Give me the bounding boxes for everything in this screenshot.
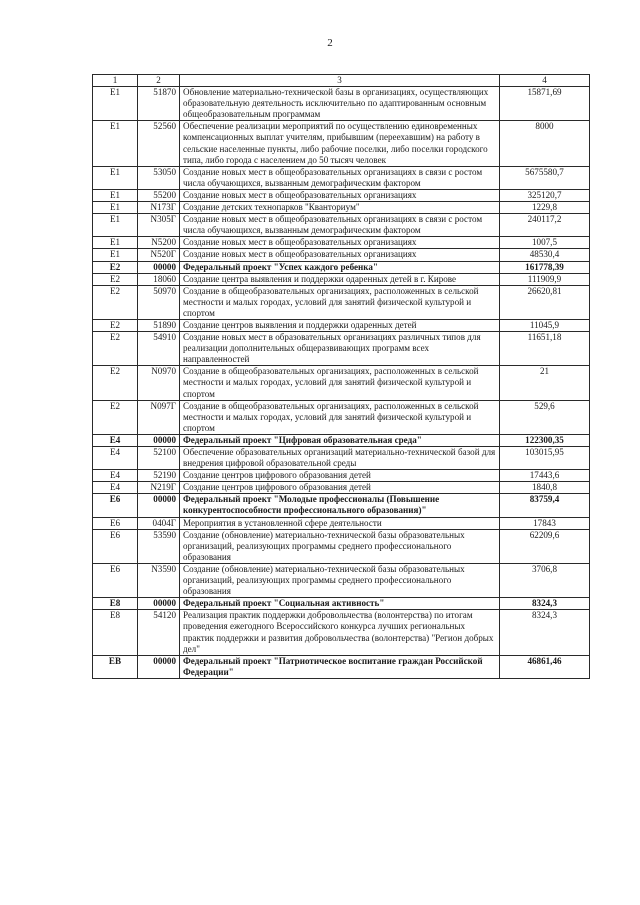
row-code-cell: E2: [93, 285, 138, 319]
row-description-cell: Создание новых мест в образовательных организациях различных типов для реализации дополнительных общеразвивающих программ всех направленностей: [180, 332, 500, 366]
row-amount-cell: 11651,18: [500, 332, 590, 366]
row-subcode-cell: N305Г: [138, 214, 180, 237]
row-amount-cell: 1007,5: [500, 237, 590, 249]
row-amount-cell: 529,6: [500, 400, 590, 434]
row-subcode-cell: 53590: [138, 529, 180, 563]
row-subcode-cell: N520Г: [138, 249, 180, 261]
row-description-cell: Создание в общеобразовательных организациях, расположенных в сельской местности и малых городах, условий для занятий физической культурой и спортом: [180, 285, 500, 319]
row-code-cell: E1: [93, 189, 138, 201]
row-code-cell: E4: [93, 434, 138, 446]
table-row: [93, 610, 590, 655]
row-description-cell: Создание в общеобразовательных организациях, расположенных в сельской местности и малых городах, условий для занятий физической культурой и спортом: [180, 366, 500, 400]
row-code-cell: E1: [93, 249, 138, 261]
row-amount-cell: 48530,4: [500, 249, 590, 261]
table-row: [93, 447, 590, 470]
row-code-cell: E1: [93, 202, 138, 214]
page-number: 2: [327, 37, 333, 49]
row-subcode-cell: 00000: [138, 434, 180, 446]
row-description-cell: Обновление материально-технической базы в организациях, осуществляющих образовательную деятельность исключительно по адаптированным основным общеобразовательным программам: [180, 87, 500, 121]
row-description-cell: Создание новых мест в общеобразовательных организациях: [180, 189, 500, 201]
row-code-cell: E1: [93, 87, 138, 121]
row-amount-cell: 83759,4: [500, 494, 590, 517]
row-subcode-cell: 53050: [138, 166, 180, 189]
row-subcode-cell: 00000: [138, 261, 180, 273]
row-amount-cell: 8000: [500, 121, 590, 166]
row-subcode-cell: 55200: [138, 189, 180, 201]
table-row: [93, 121, 590, 166]
budget-table: [92, 74, 590, 679]
table-body: [93, 75, 590, 679]
table-row: [93, 470, 590, 482]
row-description-cell: Федеральный проект "Молодые профессионалы (Повышение конкурентоспособности профессионального образования)": [180, 494, 500, 517]
row-description-cell: Создание (обновление) материально-технической базы образовательных организаций, реализующих программы среднего профессионального образования: [180, 529, 500, 563]
row-amount-cell: 161778,39: [500, 261, 590, 273]
row-amount-cell: 5675580,7: [500, 166, 590, 189]
row-description-cell: Обеспечение образовательных организаций материально-технической базой для внедрения цифровой образовательной среды: [180, 447, 500, 470]
row-code-cell: E8: [93, 598, 138, 610]
row-amount-cell: 26620,81: [500, 285, 590, 319]
row-subcode-cell: 0404Г: [138, 517, 180, 529]
row-description-cell: Создание в общеобразовательных организациях, расположенных в сельской местности и малых городах, условий для занятий физической культурой и спортом: [180, 400, 500, 434]
row-code-cell: E1: [93, 166, 138, 189]
row-code-cell: E6: [93, 494, 138, 517]
row-amount-cell: 17443,6: [500, 470, 590, 482]
row-description-cell: Создание центров цифрового образования детей: [180, 482, 500, 494]
row-subcode-cell: N097Г: [138, 400, 180, 434]
row-subcode-cell: 50970: [138, 285, 180, 319]
row-subcode-cell: N173Г: [138, 202, 180, 214]
table-header-row: [93, 75, 590, 87]
row-subcode-cell: 00000: [138, 598, 180, 610]
row-amount-cell: 15871,69: [500, 87, 590, 121]
table-row: [93, 214, 590, 237]
header-cell-2: 2: [138, 75, 180, 87]
row-subcode-cell: 52190: [138, 470, 180, 482]
row-amount-cell: 8324,3: [500, 610, 590, 655]
row-subcode-cell: 00000: [138, 655, 180, 678]
row-amount-cell: 17843: [500, 517, 590, 529]
table-row: [93, 400, 590, 434]
row-code-cell: E2: [93, 261, 138, 273]
row-subcode-cell: N0970: [138, 366, 180, 400]
table-row: [93, 249, 590, 261]
table-row: [93, 529, 590, 563]
row-subcode-cell: 52100: [138, 447, 180, 470]
row-code-cell: E4: [93, 482, 138, 494]
row-description-cell: Создание новых мест в общеобразовательных организациях: [180, 249, 500, 261]
row-code-cell: EB: [93, 655, 138, 678]
row-subcode-cell: 54910: [138, 332, 180, 366]
row-description-cell: Мероприятия в установленной сфере деятельности: [180, 517, 500, 529]
row-description-cell: Создание новых мест в общеобразовательных организациях в связи с ростом числа обучающихся, вызванным демографическим фактором: [180, 166, 500, 189]
row-amount-cell: 46861,46: [500, 655, 590, 678]
row-code-cell: E4: [93, 447, 138, 470]
row-code-cell: E2: [93, 400, 138, 434]
table-row: [93, 655, 590, 678]
row-code-cell: E6: [93, 529, 138, 563]
row-subcode-cell: 54120: [138, 610, 180, 655]
row-code-cell: E4: [93, 470, 138, 482]
row-subcode-cell: 00000: [138, 494, 180, 517]
row-code-cell: E2: [93, 319, 138, 331]
table-row: [93, 563, 590, 597]
row-code-cell: E1: [93, 121, 138, 166]
row-code-cell: E1: [93, 237, 138, 249]
row-description-cell: Создание детских технопарков "Кванториум": [180, 202, 500, 214]
row-subcode-cell: 18060: [138, 273, 180, 285]
row-description-cell: Создание новых мест в общеобразовательных организациях в связи с ростом числа обучающихся, вызванным демографическим фактором: [180, 214, 500, 237]
row-code-cell: E6: [93, 563, 138, 597]
table-row: [93, 87, 590, 121]
row-subcode-cell: N219Г: [138, 482, 180, 494]
table-row: [93, 202, 590, 214]
header-cell-1: 1: [93, 75, 138, 87]
row-subcode-cell: 51890: [138, 319, 180, 331]
row-description-cell: Обеспечение реализации мероприятий по осуществлению единовременных компенсационных выплат учителям, прибывшим (переехавшим) на работу в сельские населенные пункты, либо рабочие поселки, либо поселки городского типа, либо города с населением до 50 тысяч человек: [180, 121, 500, 166]
row-amount-cell: 111909,9: [500, 273, 590, 285]
row-amount-cell: 3706,8: [500, 563, 590, 597]
row-code-cell: E1: [93, 214, 138, 237]
table-row: [93, 189, 590, 201]
row-description-cell: Федеральный проект "Патриотическое воспитание граждан Российской Федерации": [180, 655, 500, 678]
row-amount-cell: 11045,9: [500, 319, 590, 331]
row-amount-cell: 103015,95: [500, 447, 590, 470]
table-row: [93, 494, 590, 517]
row-code-cell: E6: [93, 517, 138, 529]
table-row: [93, 273, 590, 285]
row-code-cell: E2: [93, 332, 138, 366]
row-code-cell: E2: [93, 273, 138, 285]
table-row: [93, 166, 590, 189]
table-row: [93, 517, 590, 529]
row-description-cell: Реализация практик поддержки добровольчества (волонтерства) по итогам проведения ежегодного Всероссийского конкурса лучших региональных практик поддержки и развития добровольчества (волонтерства) "Регион добрых дел": [180, 610, 500, 655]
row-amount-cell: 1840,8: [500, 482, 590, 494]
table-row: [93, 237, 590, 249]
table-row: [93, 261, 590, 273]
row-description-cell: Федеральный проект "Цифровая образовательная среда": [180, 434, 500, 446]
row-description-cell: Создание (обновление) материально-технической базы образовательных организаций, реализующих программы среднего профессионального образования: [180, 563, 500, 597]
row-description-cell: Создание новых мест в общеобразовательных организациях: [180, 237, 500, 249]
row-description-cell: Федеральный проект "Социальная активность": [180, 598, 500, 610]
row-subcode-cell: N5200: [138, 237, 180, 249]
row-description-cell: Создание центра выявления и поддержки одаренных детей в г. Кирове: [180, 273, 500, 285]
table-row: [93, 482, 590, 494]
table-row: [93, 285, 590, 319]
table-row: [93, 332, 590, 366]
row-code-cell: E8: [93, 610, 138, 655]
row-subcode-cell: N3590: [138, 563, 180, 597]
header-cell-4: 4: [500, 75, 590, 87]
row-amount-cell: 8324,3: [500, 598, 590, 610]
row-amount-cell: 62209,6: [500, 529, 590, 563]
row-amount-cell: 240117,2: [500, 214, 590, 237]
header-cell-3: 3: [180, 75, 500, 87]
table-row: [93, 366, 590, 400]
row-description-cell: Создание центров цифрового образования детей: [180, 470, 500, 482]
row-description-cell: Создание центров выявления и поддержки одаренных детей: [180, 319, 500, 331]
row-code-cell: E2: [93, 366, 138, 400]
table-row: [93, 434, 590, 446]
row-subcode-cell: 52560: [138, 121, 180, 166]
row-amount-cell: 21: [500, 366, 590, 400]
table-row: [93, 598, 590, 610]
row-description-cell: Федеральный проект "Успех каждого ребенка": [180, 261, 500, 273]
table-row: [93, 319, 590, 331]
row-subcode-cell: 51870: [138, 87, 180, 121]
row-amount-cell: 1229,8: [500, 202, 590, 214]
row-amount-cell: 325120,7: [500, 189, 590, 201]
row-amount-cell: 122300,35: [500, 434, 590, 446]
